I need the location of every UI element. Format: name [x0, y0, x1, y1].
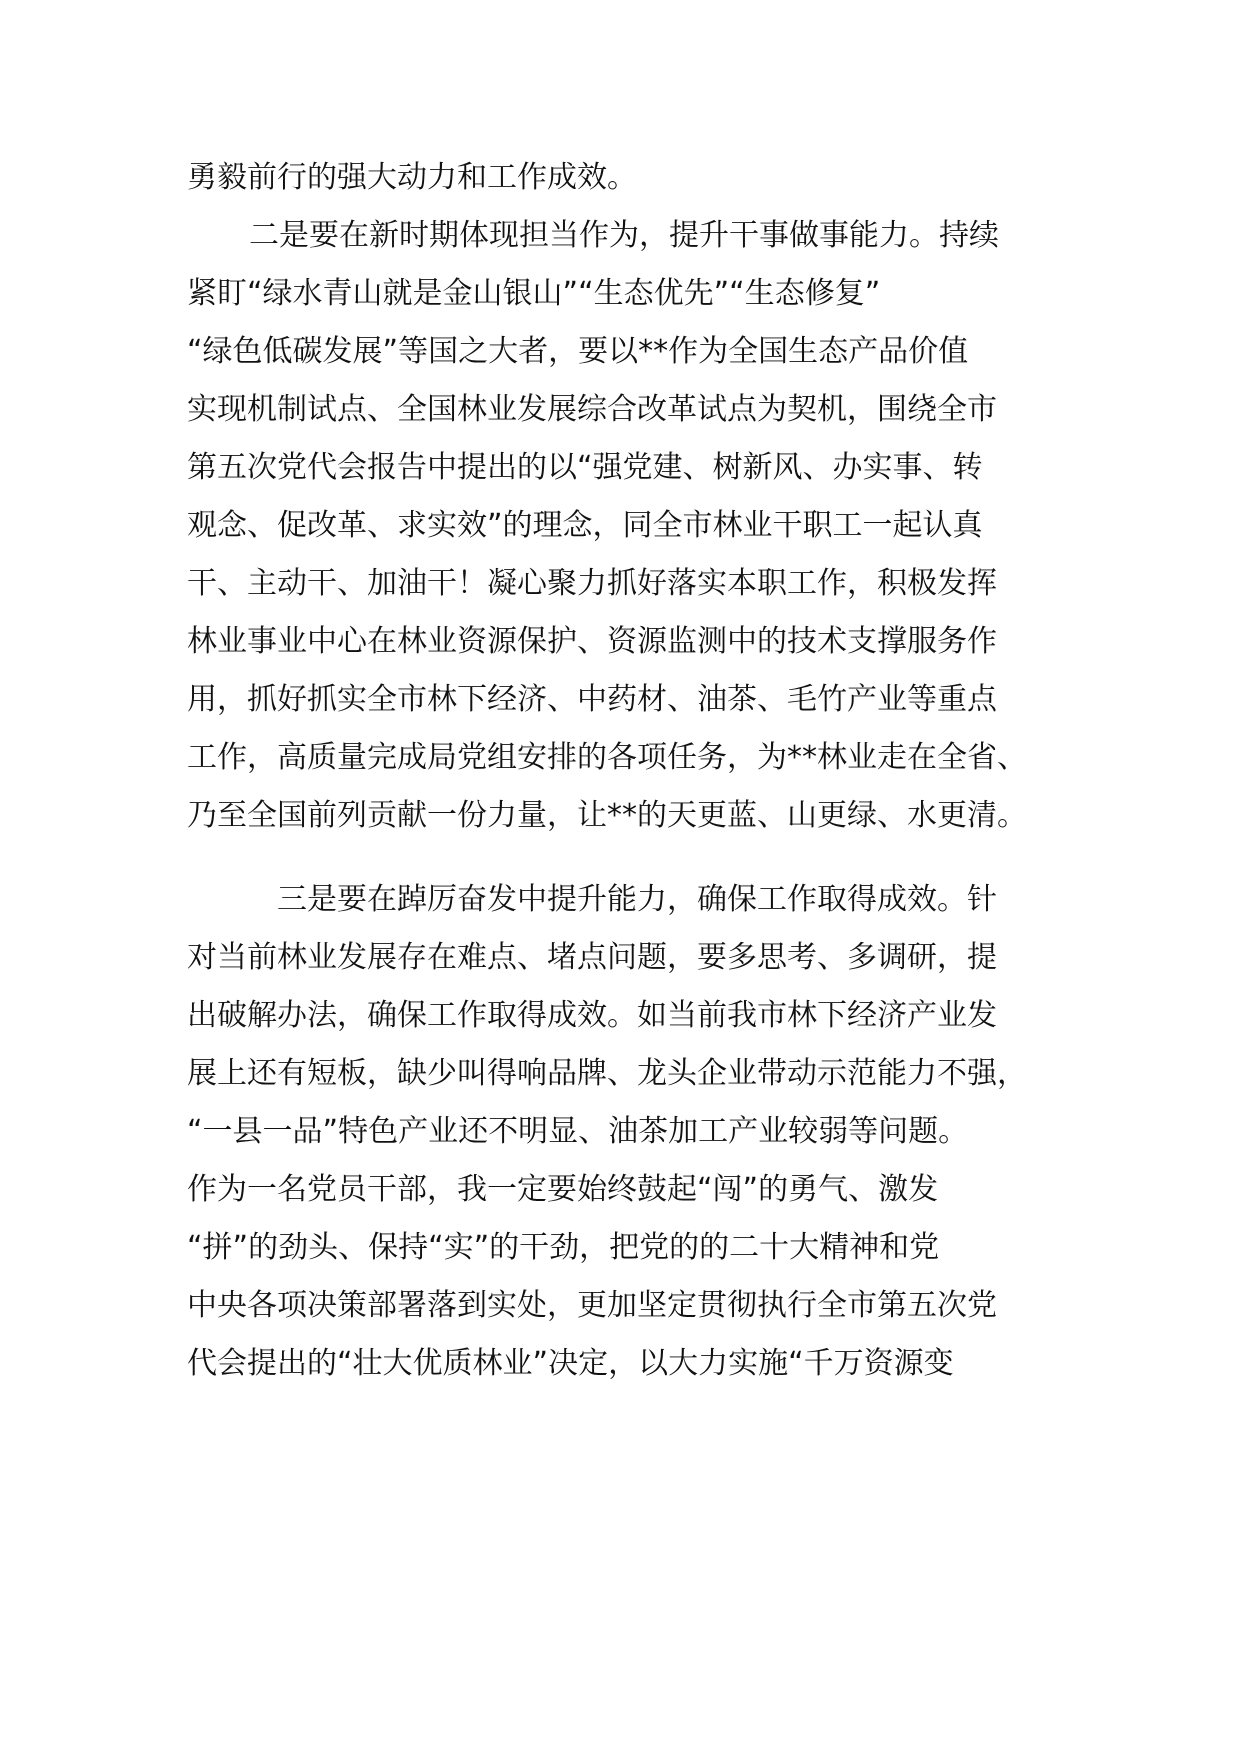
- text-line: 工作，高质量完成局党组安排的各项任务，为**林业走在全省、: [187, 740, 1027, 775]
- text-line: 实现机制试点、全国林业发展综合改革试点为契机，围绕全市: [187, 392, 997, 427]
- text-line: 作为一名党员干部，我一定要始终鼓起“闯”的勇气、激发: [187, 1172, 939, 1207]
- text-line: 勇毅前行的强大动力和工作成效。: [187, 160, 637, 195]
- text-line: 二是要在新时期体现担当作为，提升干事做事能力。持续: [249, 218, 999, 253]
- text-line: 用，抓好抓实全市林下经济、中药材、油茶、毛竹产业等重点: [187, 682, 997, 717]
- text-line: “拼”的劲头、保持“实”的干劲，把党的的二十大精神和党: [187, 1230, 940, 1265]
- text-line: 中央各项决策部署落到实处，更加坚定贯彻执行全市第五次党: [187, 1288, 997, 1323]
- text-line: “绿色低碳发展”等国之大者，要以**作为全国生态产品价值: [187, 334, 969, 369]
- text-line: 对当前林业发展存在难点、堵点问题，要多思考、多调研，提: [187, 940, 997, 975]
- text-line: 林业事业中心在林业资源保护、资源监测中的技术支撑服务作: [187, 624, 997, 659]
- text-line: 观念、促改革、求实效”的理念，同全市林业干职工一起认真: [187, 508, 983, 543]
- text-line: “一县一品”特色产业还不明显、油茶加工产业较弱等问题。: [187, 1114, 969, 1149]
- text-line: 出破解办法，确保工作取得成效。如当前我市林下经济产业发: [187, 998, 997, 1033]
- text-line: 第五次党代会报告中提出的以“强党建、树新风、办实事、转: [187, 450, 983, 485]
- text-line: 展上还有短板，缺少叫得响品牌、龙头企业带动示范能力不强，: [187, 1056, 1027, 1091]
- text-line: 三是要在踔厉奋发中提升能力，确保工作取得成效。针: [277, 882, 997, 917]
- text-line: 乃至全国前列贡献一份力量，让**的天更蓝、山更绿、水更清。: [187, 798, 1027, 833]
- text-line: 代会提出的“壮大优质林业”决定，以大力实施“千万资源变: [187, 1346, 954, 1381]
- text-line: 干、主动干、加油干！凝心聚力抓好落实本职工作，积极发挥: [187, 566, 997, 601]
- text-line: 紧盯“绿水青山就是金山银山”“生态优先”“生态修复”: [187, 276, 881, 311]
